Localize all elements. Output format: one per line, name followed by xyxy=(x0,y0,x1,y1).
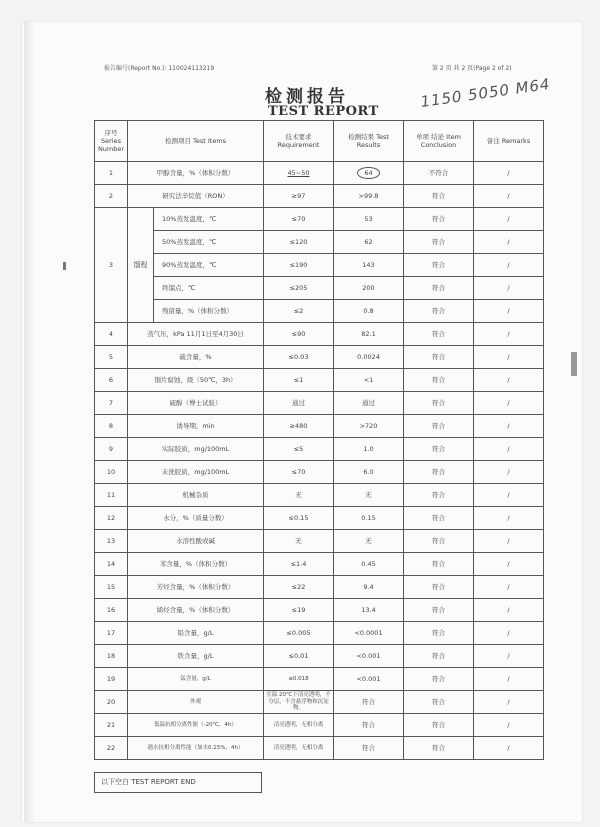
cell-requirement: ≤120 xyxy=(264,231,334,254)
cell-result: <1 xyxy=(334,369,404,392)
cell-result: 1.0 xyxy=(334,438,404,461)
table-row xyxy=(95,208,544,231)
cell-item: 未洗胶质，mg/100mL xyxy=(128,461,264,484)
col-header-conclusion: 单项 结论 Item Conclusion xyxy=(404,121,474,162)
cell-requirement: ≤19 xyxy=(264,599,334,622)
cell-conclusion: 符合 xyxy=(404,507,474,530)
cell-requirement: ≤70 xyxy=(264,208,334,231)
cell-requirement: ≤1.4 xyxy=(264,553,334,576)
cell-requirement: ≥480 xyxy=(264,415,334,438)
cell-result: 200 xyxy=(334,277,404,300)
cell-result: 6.0 xyxy=(334,461,404,484)
cell-remarks: / xyxy=(474,277,544,300)
cell-conclusion: 符合 xyxy=(404,369,474,392)
cell-item: 外观 xyxy=(128,691,264,714)
cell-result: 0.15 xyxy=(334,507,404,530)
cell-result: 9.4 xyxy=(334,576,404,599)
cell-item: 水分，%（质量分数） xyxy=(128,507,264,530)
cell-conclusion: 符合 xyxy=(404,599,474,622)
cell-no: 12 xyxy=(95,507,128,530)
cell-item: 机械杂质 xyxy=(128,484,264,507)
cell-requirement: ≤190 xyxy=(264,254,334,277)
cell-remarks: / xyxy=(474,461,544,484)
cell-remarks: / xyxy=(474,231,544,254)
cell-no: 4 xyxy=(95,323,128,346)
table-row xyxy=(95,369,544,392)
cell-item: 50%蒸发温度，℃ xyxy=(154,231,264,254)
table-row xyxy=(95,392,544,415)
cell-no: 9 xyxy=(95,438,128,461)
cell-conclusion: 符合 xyxy=(404,254,474,277)
table-row xyxy=(95,484,544,507)
cell-item: 残留量，%（体积分数） xyxy=(154,300,264,323)
cell-remarks: / xyxy=(474,484,544,507)
test-results-table xyxy=(94,120,544,760)
cell-conclusion: 符合 xyxy=(404,231,474,254)
cell-conclusion: 符合 xyxy=(404,622,474,645)
cell-requirement: ≤0.15 xyxy=(264,507,334,530)
cell-item: 铁含量，g/L xyxy=(128,645,264,668)
cell-item: 水溶性酸或碱 xyxy=(128,530,264,553)
cell-result: <0.001 xyxy=(334,645,404,668)
cell-conclusion: 符合 xyxy=(404,691,474,714)
cell-no: 2 xyxy=(95,185,128,208)
table-row xyxy=(95,691,544,714)
cell-conclusion: 符合 xyxy=(404,392,474,415)
cell-requirement: ≤0.01 xyxy=(264,645,334,668)
cell-item: 锰含量，g/L xyxy=(128,668,264,691)
cell-result: 符合 xyxy=(334,737,404,760)
cell-no: 18 xyxy=(95,645,128,668)
cell-remarks: / xyxy=(474,553,544,576)
cell-conclusion: 符合 xyxy=(404,208,474,231)
cell-requirement: 45~50 xyxy=(264,162,334,185)
table-row xyxy=(95,645,544,668)
cell-remarks: / xyxy=(474,691,544,714)
page-fold-shadow xyxy=(24,22,34,822)
cell-requirement: ≥97 xyxy=(264,185,334,208)
cell-requirement: ≤0.005 xyxy=(264,622,334,645)
page-info: 第 2 页 共 2 页(Page 2 of 2) xyxy=(432,65,512,72)
cell-result: 无 xyxy=(334,530,404,553)
cell-no: 19 xyxy=(95,668,128,691)
cell-remarks: / xyxy=(474,208,544,231)
cell-requirement: ≤1 xyxy=(264,369,334,392)
cell-result: 82.1 xyxy=(334,323,404,346)
cell-item: 硫含量，% xyxy=(128,346,264,369)
cell-no: 10 xyxy=(95,461,128,484)
cell-result xyxy=(334,162,404,185)
cell-item: 实际胶质，mg/100mL xyxy=(128,438,264,461)
cell-item: 诱导期，min xyxy=(128,415,264,438)
cell-result: 通过 xyxy=(334,392,404,415)
cell-no: 5 xyxy=(95,346,128,369)
cell-result: 0.0024 xyxy=(334,346,404,369)
cell-remarks: / xyxy=(474,737,544,760)
cell-result: <0.001 xyxy=(334,668,404,691)
cell-item: 甲醇含量，%（体积分数） xyxy=(128,162,264,185)
cell-remarks: / xyxy=(474,622,544,645)
cell-item: 烯烃含量，%（体积分数） xyxy=(128,599,264,622)
table-row xyxy=(95,162,544,185)
cell-requirement: ≤22 xyxy=(264,576,334,599)
table-row xyxy=(95,185,544,208)
cell-no: 17 xyxy=(95,622,128,645)
cell-result: 符合 xyxy=(334,691,404,714)
cell-result: 符合 xyxy=(334,714,404,737)
cell-remarks: / xyxy=(474,346,544,369)
cell-remarks: / xyxy=(474,254,544,277)
handwritten-note: 1150 5050 M64 xyxy=(419,74,552,112)
cell-remarks: / xyxy=(474,530,544,553)
table-row xyxy=(95,668,544,691)
table-row xyxy=(95,576,544,599)
cell-conclusion: 符合 xyxy=(404,438,474,461)
cell-no: 1 xyxy=(95,162,128,185)
cell-requirement: ≤90 xyxy=(264,323,334,346)
cell-item: 低温抗相分离性能（-20℃，4h） xyxy=(128,714,264,737)
cell-conclusion: 符合 xyxy=(404,484,474,507)
cell-remarks: / xyxy=(474,415,544,438)
cell-remarks: / xyxy=(474,668,544,691)
cell-remarks: / xyxy=(474,714,544,737)
cell-no: 15 xyxy=(95,576,128,599)
cell-no: 11 xyxy=(95,484,128,507)
table-row xyxy=(95,599,544,622)
col-header-requirement: 技术要求 Requirement xyxy=(264,121,334,162)
cell-conclusion: 符合 xyxy=(404,300,474,323)
table-row xyxy=(95,254,544,277)
table-row xyxy=(95,346,544,369)
cell-conclusion: 符合 xyxy=(404,714,474,737)
cell-item: 苯含量，%（体积分数） xyxy=(128,553,264,576)
title-chinese: 检测报告 xyxy=(265,87,349,107)
table-row xyxy=(95,461,544,484)
cell-conclusion: 符合 xyxy=(404,185,474,208)
report-end-note: 以下空白 TEST REPORT END xyxy=(94,772,262,793)
cell-requirement: ≤0.018 xyxy=(264,668,334,691)
cell-no: 16 xyxy=(95,599,128,622)
cell-result: >720 xyxy=(334,415,404,438)
margin-mark xyxy=(63,262,66,270)
cell-item: 研究法辛烷值（RON） xyxy=(128,185,264,208)
table-row xyxy=(95,415,544,438)
col-header-no: 序号 Series Number xyxy=(95,121,128,162)
scan-edge-mark xyxy=(571,352,577,376)
col-header-remarks: 备注 Remarks xyxy=(474,121,544,162)
cell-remarks: / xyxy=(474,369,544,392)
cell-no: 22 xyxy=(95,737,128,760)
cell-requirement: 室温 20℃下清亮透明，不分层，不含悬浮物和沉淀物。 xyxy=(264,691,334,714)
cell-item: 终馏点，℃ xyxy=(154,277,264,300)
cell-requirement: 无 xyxy=(264,484,334,507)
cell-result: 0.45 xyxy=(334,553,404,576)
cell-requirement: ≤70 xyxy=(264,461,334,484)
table-row xyxy=(95,622,544,645)
cell-remarks: / xyxy=(474,645,544,668)
cell-requirement: ≤0.03 xyxy=(264,346,334,369)
cell-remarks: / xyxy=(474,576,544,599)
table-row xyxy=(95,323,544,346)
cell-item: 10%蒸发温度，℃ xyxy=(154,208,264,231)
cell-remarks: / xyxy=(474,323,544,346)
cell-no: 7 xyxy=(95,392,128,415)
cell-conclusion: 符合 xyxy=(404,277,474,300)
cell-requirement: ≤2 xyxy=(264,300,334,323)
cell-requirement: 清亮透明，无相分离 xyxy=(264,737,334,760)
cell-remarks: / xyxy=(474,185,544,208)
cell-remarks: / xyxy=(474,507,544,530)
cell-requirement: 通过 xyxy=(264,392,334,415)
cell-conclusion: 符合 xyxy=(404,576,474,599)
cell-conclusion: 符合 xyxy=(404,553,474,576)
cell-requirement: ≤5 xyxy=(264,438,334,461)
table-row xyxy=(95,231,544,254)
cell-result: 53 xyxy=(334,208,404,231)
cell-remarks: / xyxy=(474,162,544,185)
table-row xyxy=(95,507,544,530)
cell-conclusion: 符合 xyxy=(404,346,474,369)
col-header-result: 检测结果 Test Results xyxy=(334,121,404,162)
cell-result: 0.8 xyxy=(334,300,404,323)
cell-conclusion: 符合 xyxy=(404,530,474,553)
cell-item: 90%蒸发温度，℃ xyxy=(154,254,264,277)
report-number: 报告编号(Report No.): 110024113219 xyxy=(104,65,215,72)
cell-conclusion: 符合 xyxy=(404,323,474,346)
circled-result: 64 xyxy=(357,167,379,179)
cell-no: 8 xyxy=(95,415,128,438)
cell-no: 21 xyxy=(95,714,128,737)
cell-item: 铅含量，g/L xyxy=(128,622,264,645)
cell-no: 6 xyxy=(95,369,128,392)
distillation-group-label: 馏程 xyxy=(128,208,154,323)
cell-no: 20 xyxy=(95,691,128,714)
cell-conclusion: 符合 xyxy=(404,415,474,438)
cell-item: 铜片腐蚀，级（50℃，3h） xyxy=(128,369,264,392)
cell-result: 无 xyxy=(334,484,404,507)
cell-remarks: / xyxy=(474,599,544,622)
cell-item: 遇水抗相分离性能（加水0.15%，4h） xyxy=(128,737,264,760)
cell-item: 蒸气压，kPa 11月1日至4月30日 xyxy=(128,323,264,346)
cell-conclusion: 符合 xyxy=(404,645,474,668)
cell-item: 硫醇（博士试验） xyxy=(128,392,264,415)
cell-requirement: ≤205 xyxy=(264,277,334,300)
cell-conclusion: 符合 xyxy=(404,461,474,484)
col-header-item: 检测项目 Test Items xyxy=(128,121,264,162)
table-row xyxy=(95,530,544,553)
cell-remarks: / xyxy=(474,392,544,415)
table-row xyxy=(95,714,544,737)
cell-remarks: / xyxy=(474,438,544,461)
cell-result: <0.0001 xyxy=(334,622,404,645)
cell-no: 3 xyxy=(95,208,128,323)
table-row xyxy=(95,438,544,461)
cell-requirement: 清亮透明，无相分离 xyxy=(264,714,334,737)
cell-result: 13.4 xyxy=(334,599,404,622)
cell-requirement: 无 xyxy=(264,530,334,553)
cell-item: 芳烃含量，%（体积分数） xyxy=(128,576,264,599)
cell-conclusion: 符合 xyxy=(404,668,474,691)
cell-conclusion: 不符合 xyxy=(404,162,474,185)
cell-no: 14 xyxy=(95,553,128,576)
table-row xyxy=(95,553,544,576)
cell-no: 13 xyxy=(95,530,128,553)
cell-conclusion: 符合 xyxy=(404,737,474,760)
title-english: TEST REPORT xyxy=(268,104,379,119)
table-row xyxy=(95,277,544,300)
table-row xyxy=(95,300,544,323)
cell-result: >99.8 xyxy=(334,185,404,208)
table-row xyxy=(95,737,544,760)
cell-remarks: / xyxy=(474,300,544,323)
cell-result: 143 xyxy=(334,254,404,277)
cell-result: 62 xyxy=(334,231,404,254)
